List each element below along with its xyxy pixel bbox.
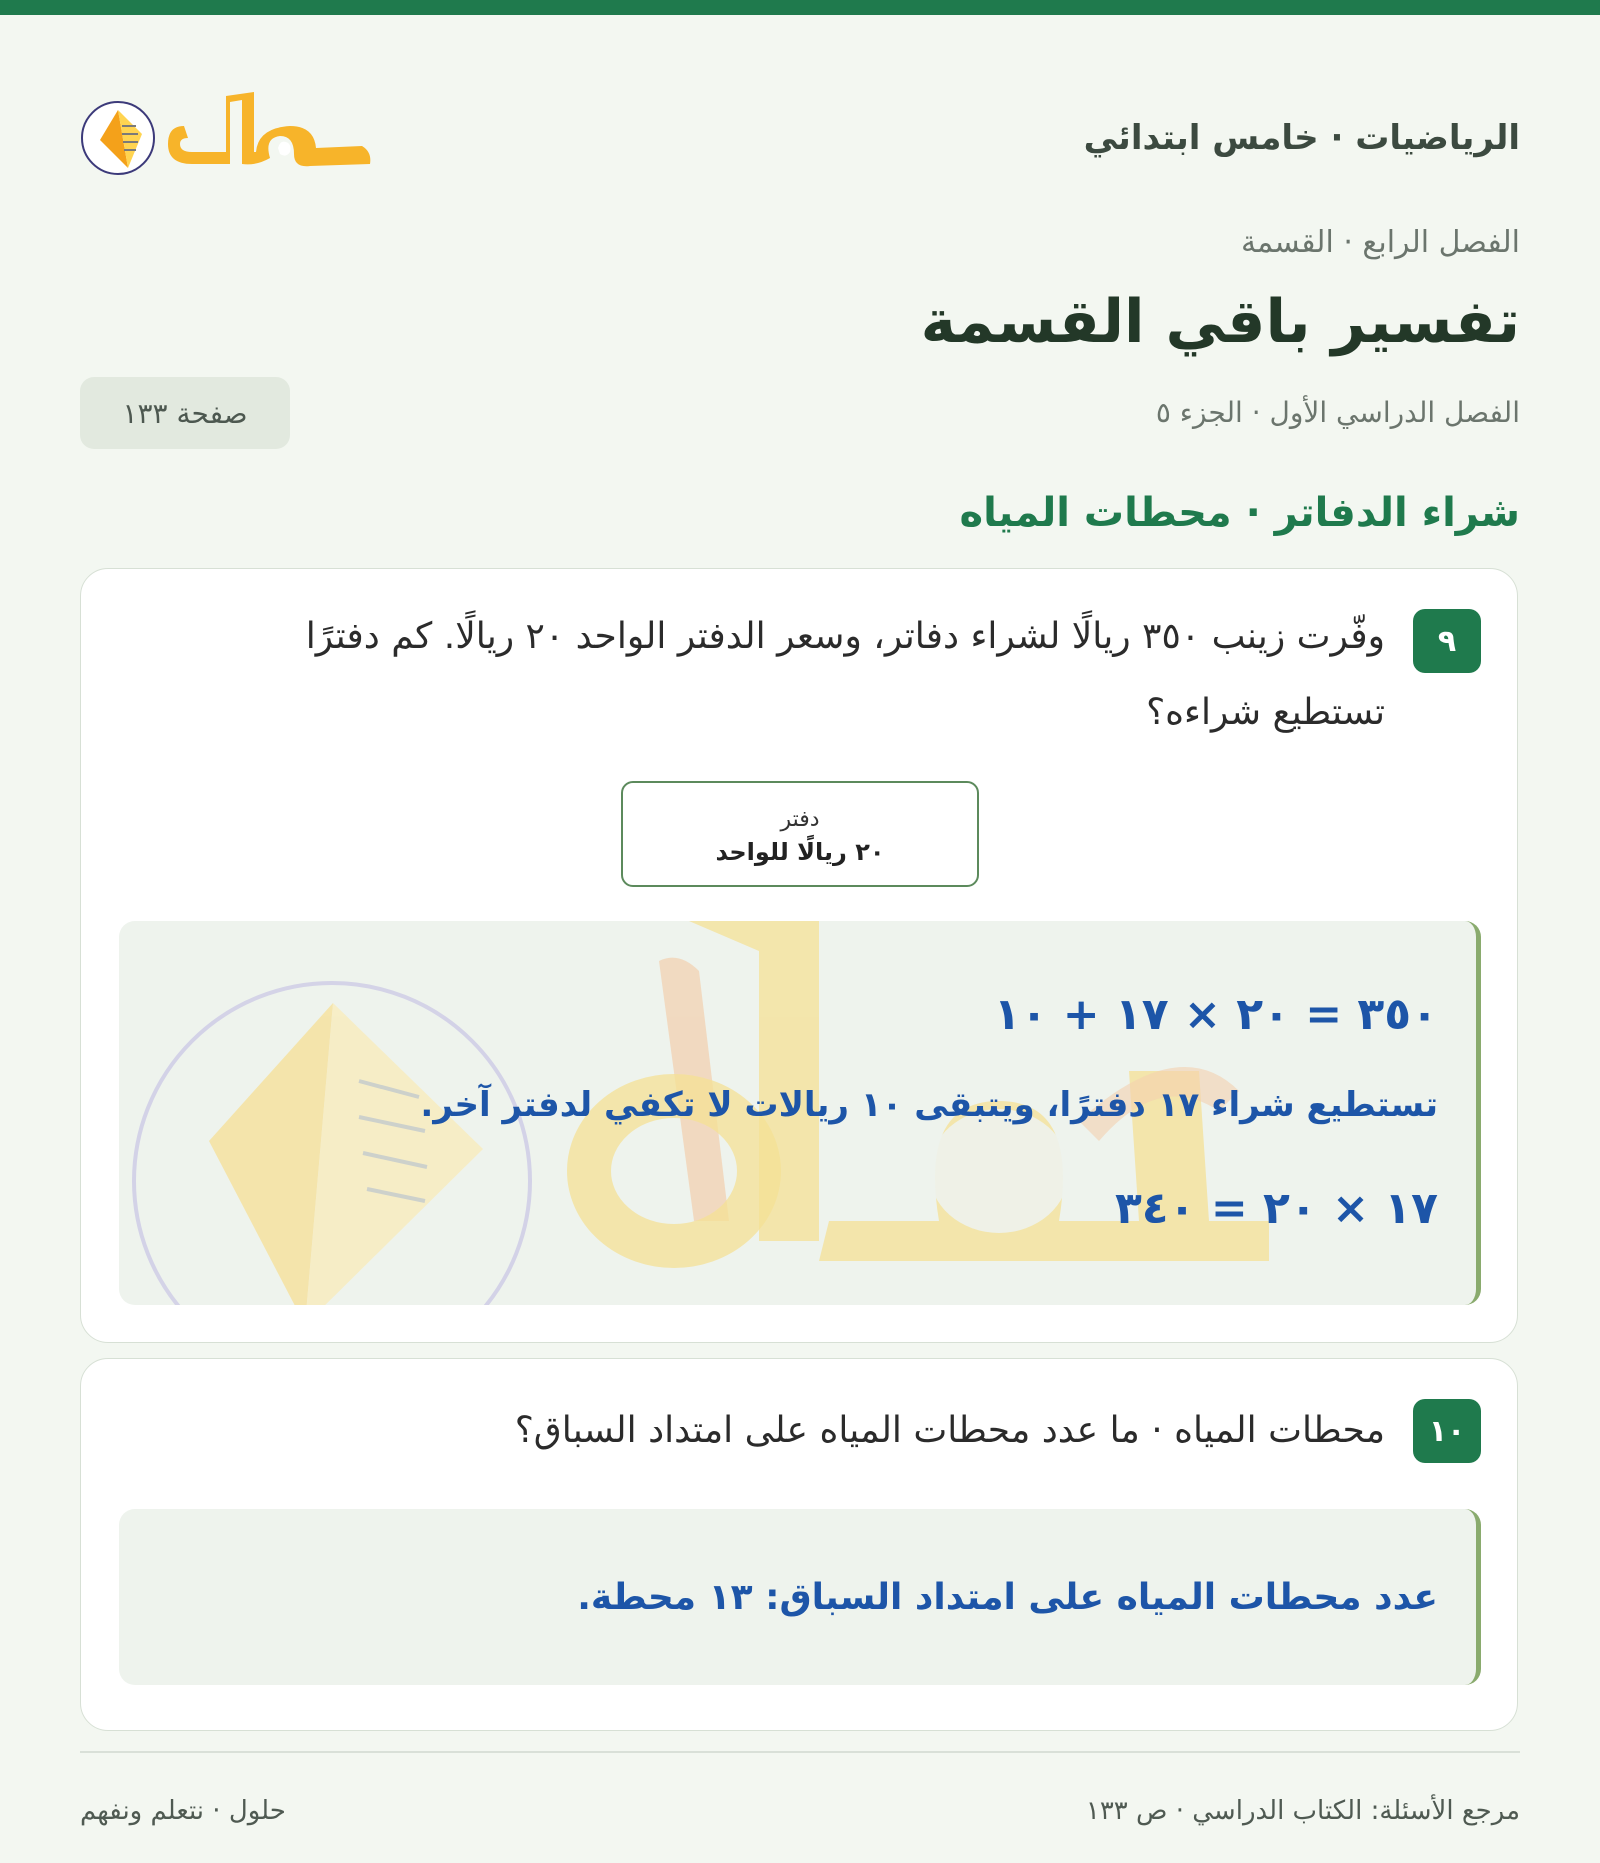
top-accent-bar	[0, 0, 1600, 15]
answer-sentence: عدد محطات المياه على امتداد السباق: ١٣ محطة.	[577, 1577, 1438, 1618]
footer-divider	[80, 1751, 1520, 1753]
page-number-badge: صفحة ١٣٣	[80, 377, 290, 449]
footer-reference: مرجع الأسئلة: الكتاب الدراسي · ص ١٣٣	[1085, 1796, 1520, 1826]
price-tag	[621, 781, 979, 887]
page-title: تفسير باقي القسمة	[920, 287, 1520, 357]
price-tag-label: دفتر	[780, 807, 820, 832]
chapter-line: الفصل الرابع · القسمة	[1240, 225, 1520, 260]
question-number-badge: ١٠	[1413, 1399, 1481, 1463]
question-number-badge: ٩	[1413, 609, 1481, 673]
page	[80, 15, 1520, 1863]
question-text: وفّرت زينب ٣٥٠ ريالًا لشراء دفاتر، وسعر الدفتر الواحد ٢٠ ريالًا. كم دفترًا تستطيع شراءه؟	[305, 616, 1385, 733]
subject-title: الرياضيات · خامس ابتدائي	[1083, 118, 1520, 158]
section-heading: شراء الدفاتر · محطات المياه	[959, 490, 1520, 536]
answer-box	[119, 921, 1481, 1305]
question-card-10	[80, 1358, 1518, 1731]
header	[80, 65, 1520, 195]
footer-brand: حلول · نتعلم ونفهم	[80, 1796, 286, 1826]
question-text: محطات المياه · ما عدد محطات المياه على امتداد السباق؟	[514, 1410, 1385, 1451]
site-logo[interactable]	[80, 82, 380, 192]
answer-box	[119, 1509, 1481, 1685]
equation-check: ١٧ × ٢٠ = ٣٤٠	[1114, 1183, 1438, 1234]
price-tag-price: ٢٠ ريالًا للواحد	[715, 838, 885, 866]
answer-sentence: تستطيع شراء ١٧ دفترًا، ويتبقى ١٠ ريالات لا تكفي لدفتر آخر.	[420, 1085, 1438, 1125]
equation-division: ٣٥٠ = ٢٠ × ١٧ + ١٠	[993, 989, 1438, 1040]
question-card-9	[80, 568, 1518, 1343]
logo-graphic	[80, 82, 380, 192]
term-line: الفصل الدراسي الأول · الجزء ٥	[1155, 396, 1520, 429]
